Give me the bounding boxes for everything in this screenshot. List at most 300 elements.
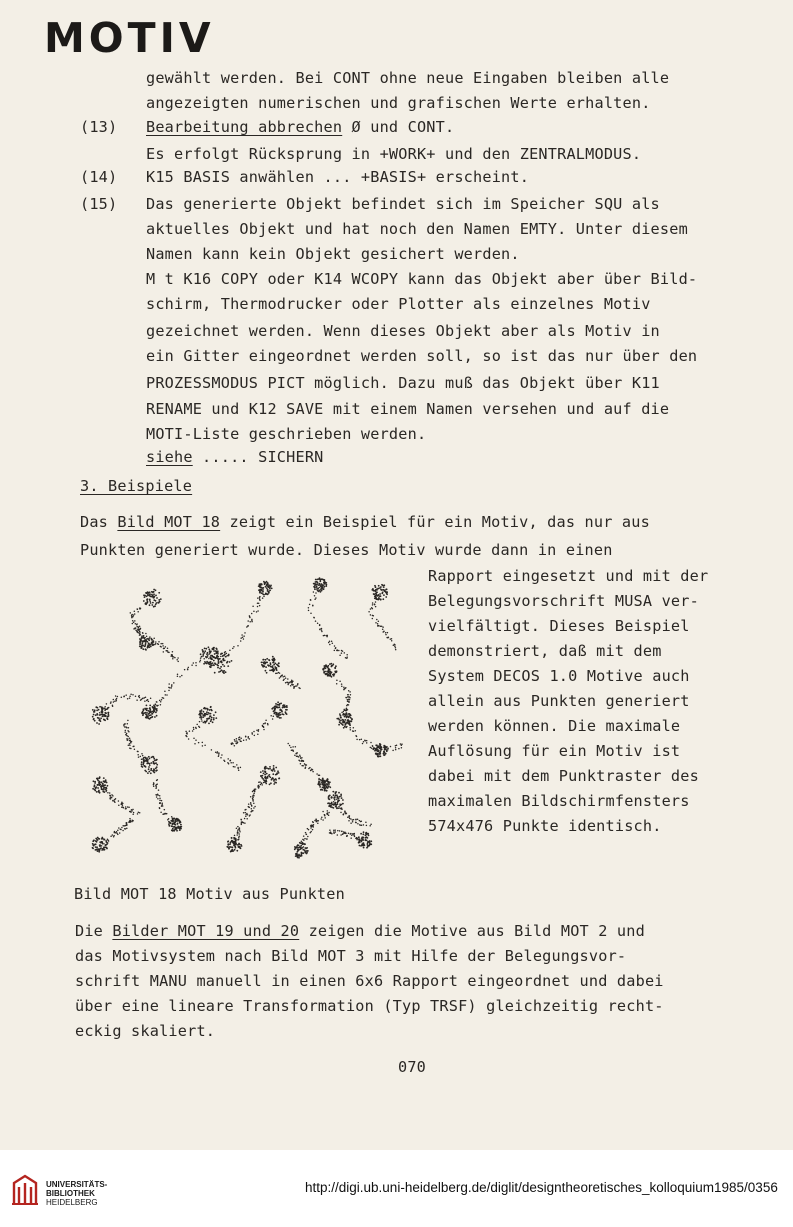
stipple-dot (240, 844, 242, 846)
stipple-dot (163, 648, 165, 650)
stipple-dot (140, 756, 142, 758)
stipple-dot (199, 661, 201, 663)
stipple-dot (265, 670, 267, 672)
text-line: ein Gitter eingeordnet werden soll, so ist das nur über den (146, 347, 698, 365)
stipple-dot (139, 607, 141, 609)
stipple-dot (99, 712, 101, 714)
stipple-dot (149, 643, 151, 645)
stipple-dot (156, 769, 158, 771)
text-fragment: ..... SICHERN (192, 448, 324, 466)
stipple-dot (339, 680, 341, 682)
stipple-dot (107, 716, 109, 718)
stipple-dot (159, 802, 161, 804)
stipple-dot (266, 767, 268, 769)
stipple-dot (310, 827, 312, 829)
stipple-dot (105, 715, 107, 717)
stipple-dot (129, 743, 131, 745)
stipple-dot (362, 833, 364, 835)
stipple-dot (118, 827, 120, 829)
stipple-dot (189, 730, 191, 732)
text-line: Das generierte Objekt befindet sich im Speicher SQU als (146, 195, 660, 213)
stipple-dot (153, 771, 155, 773)
stipple-dot (361, 820, 363, 822)
stipple-dot (139, 634, 141, 636)
text-line: Punkten generiert wurde. Dieses Motiv wurde dann in einen (80, 541, 613, 559)
stipple-dot (218, 753, 220, 755)
stipple-dot (127, 720, 128, 722)
stipple-dot (238, 828, 240, 830)
stipple-dot (152, 761, 154, 763)
stipple-dot (316, 584, 318, 586)
stipple-dot (95, 846, 97, 848)
stipple-dot (285, 677, 287, 679)
stipple-dot (220, 757, 222, 759)
stipple-dot (384, 589, 386, 591)
stipple-dot (387, 632, 389, 634)
stipple-dot (339, 715, 341, 717)
stipple-dot (198, 726, 200, 728)
stipple-dot (199, 717, 201, 719)
stipple-dot (224, 760, 226, 762)
stipple-dot (227, 844, 229, 846)
stipple-dot (322, 789, 324, 791)
stipple-dot (174, 823, 176, 825)
stipple-dot (231, 849, 233, 851)
stipple-dot (267, 777, 269, 779)
stipple-dot (171, 821, 173, 823)
stipple-dot (309, 604, 311, 606)
stipple-dot (333, 831, 335, 833)
stipple-dot (126, 824, 128, 826)
stipple-dot (153, 589, 155, 591)
stipple-dot (307, 836, 309, 838)
stipple-dot (380, 598, 382, 600)
stipple-dot (103, 839, 105, 841)
stipple-dot (272, 718, 274, 720)
stipple-dot (129, 696, 131, 698)
stipple-dot (231, 660, 233, 662)
stipple-dot (345, 697, 347, 699)
stipple-dot (185, 731, 187, 733)
stipple-dot (129, 738, 131, 740)
stipple-dot (286, 709, 288, 711)
stipple-dot (252, 799, 254, 801)
stipple-dot (279, 706, 281, 708)
stipple-dot (311, 825, 313, 827)
stipple-dot (171, 816, 173, 818)
stipple-dot (342, 833, 344, 835)
stipple-dot (177, 657, 179, 659)
stipple-dot (157, 705, 159, 707)
stipple-dot (344, 652, 346, 654)
stipple-dot (347, 699, 349, 701)
stipple-dot (341, 683, 343, 685)
stipple-dot (98, 782, 100, 784)
stipple-dot (173, 682, 175, 684)
text-line: gezeichnet werden. Wenn dieses Objekt aber als Motiv in (146, 322, 660, 340)
stipple-dot (333, 807, 335, 809)
stipple-dot (366, 742, 368, 744)
stipple-dot (135, 695, 137, 697)
stipple-dot (146, 708, 148, 710)
stipple-dot (110, 836, 112, 838)
stipple-dot (116, 698, 118, 700)
stipple-dot (380, 625, 382, 627)
stipple-dot (322, 782, 324, 784)
stipple-dot (337, 796, 339, 798)
stipple-dot (292, 746, 294, 748)
stipple-dot (207, 718, 209, 720)
stipple-dot (341, 804, 343, 806)
stipple-dot (146, 705, 148, 707)
stipple-dot (142, 766, 144, 768)
stipple-dot (143, 762, 145, 764)
stipple-dot (333, 797, 335, 799)
stipple-dot (252, 810, 254, 812)
stipple-dot (252, 795, 254, 797)
stipple-dot (306, 834, 308, 836)
stipple-dot (273, 710, 275, 712)
stipple-dot (155, 641, 157, 643)
stipple-dot (369, 843, 371, 845)
stipple-dot (325, 673, 327, 675)
stipple-dot (110, 701, 112, 703)
stipple-dot (124, 726, 126, 728)
library-name-line: BIBLIOTHEK (46, 1189, 95, 1198)
stipple-dot (372, 602, 374, 604)
stipple-dot (317, 582, 319, 584)
stipple-dot (203, 708, 205, 710)
stipple-dot (132, 814, 134, 816)
stipple-dot (310, 599, 312, 601)
stipple-dot (195, 728, 197, 730)
stipple-dot (159, 799, 161, 801)
stipple-dot (270, 666, 272, 668)
stipple-dot (332, 791, 334, 793)
stipple-dot (370, 614, 372, 616)
stipple-dot (310, 832, 312, 834)
stipple-dot (340, 717, 342, 719)
stipple-dot (212, 721, 214, 723)
stipple-dot (117, 830, 119, 832)
stipple-dot (284, 706, 286, 708)
stipple-dot (178, 819, 180, 821)
stipple-dot (144, 708, 146, 710)
stipple-dot (314, 586, 316, 588)
stipple-dot (328, 798, 330, 800)
stipple-dot (279, 712, 281, 714)
stipple-dot (368, 835, 370, 837)
stipple-dot (265, 659, 267, 661)
stipple-dot (139, 812, 141, 814)
stipple-dot (373, 594, 375, 596)
stipple-dot (365, 837, 367, 839)
stipple-dot (97, 784, 99, 786)
stipple-dot (387, 747, 389, 749)
stipple-dot (329, 803, 331, 805)
stipple-dot (322, 586, 324, 588)
stipple-dot (363, 741, 365, 743)
stipple-dot (138, 626, 140, 628)
stipple-dot (200, 715, 202, 717)
stipple-dot (345, 713, 347, 715)
stipple-dot (250, 803, 252, 805)
stipple-dot (136, 608, 138, 610)
stipple-dot (171, 685, 173, 687)
stipple-dot (153, 641, 155, 643)
stipple-dot (159, 795, 161, 797)
stipple-dot (226, 846, 228, 848)
stipple-dot (339, 655, 341, 657)
stipple-dot (244, 809, 246, 811)
stipple-dot (394, 646, 396, 648)
stipple-dot (141, 699, 143, 701)
stipple-dot (377, 756, 379, 758)
text-line: RENAME und K12 SAVE mit einem Namen versehen und auf die (146, 400, 670, 418)
stipple-dot (221, 669, 223, 671)
stipple-dot (355, 730, 357, 732)
stipple-dot (106, 703, 108, 705)
stipple-dot (177, 675, 179, 677)
stipple-dot (308, 768, 310, 770)
underlined-term: Bearbeitung abbrechen (146, 118, 343, 136)
stipple-dot (302, 843, 304, 845)
stipple-dot (142, 755, 144, 757)
stipple-dot (294, 755, 296, 757)
stipple-dot (213, 717, 215, 719)
stipple-dot (116, 700, 118, 702)
stipple-dot (274, 708, 276, 710)
stipple-dot (348, 720, 350, 722)
stipple-dot (348, 701, 350, 703)
stipple-dot (283, 714, 285, 716)
stipple-dot (262, 593, 264, 595)
stipple-dot (249, 616, 251, 618)
stipple-dot (144, 700, 146, 702)
stipple-dot (334, 799, 336, 801)
stipple-dot (171, 825, 173, 827)
text-line (80, 513, 650, 531)
stipple-dot (346, 717, 348, 719)
stipple-dot (173, 656, 175, 658)
stipple-dot (321, 631, 323, 633)
stipple-dot (125, 694, 127, 696)
stipple-dot (385, 634, 387, 636)
stipple-dot (107, 718, 109, 720)
stipple-dot (355, 735, 357, 737)
stipple-dot (391, 640, 393, 642)
stipple-dot (371, 747, 373, 749)
stipple-dot (130, 739, 132, 741)
stipple-dot (98, 790, 100, 792)
stipple-dot (280, 676, 282, 678)
text-line (146, 118, 454, 136)
stipple-dot (103, 785, 105, 787)
stipple-dot (340, 834, 342, 836)
stipple-dot (320, 591, 322, 593)
stipple-dot (257, 597, 259, 599)
stipple-dot (280, 714, 282, 716)
stipple-dot (139, 633, 141, 635)
stipple-dot (218, 671, 220, 673)
stipple-dot (107, 839, 109, 841)
stipple-dot (376, 745, 378, 747)
stipple-dot (317, 590, 319, 592)
stipple-dot (130, 612, 132, 614)
stipple-dot (141, 759, 143, 761)
stipple-dot (158, 599, 160, 601)
stipple-dot (267, 585, 269, 587)
stipple-dot (378, 588, 380, 590)
stipple-dot (153, 763, 155, 765)
stipple-dot (144, 645, 146, 647)
stipple-dot (103, 843, 105, 845)
stipple-dot (303, 835, 305, 837)
stipple-dot (324, 781, 326, 783)
source-url-link[interactable]: http://digi.ub.uni-heidelberg.de/diglit/designtheoretisches_kolloquium1985/0356 (305, 1180, 778, 1195)
section-heading: 3. Beispiele (80, 477, 193, 495)
stipple-dot (233, 766, 235, 768)
stipple-dot (299, 756, 301, 758)
stipple-dot (372, 615, 374, 617)
stipple-dot (137, 628, 139, 630)
stipple-dot (254, 789, 256, 791)
stipple-dot (316, 585, 318, 587)
stipple-dot (299, 847, 301, 849)
stipple-dot (188, 738, 190, 740)
stipple-dot (376, 598, 378, 600)
stipple-dot (376, 750, 378, 752)
stipple-dot (214, 672, 216, 674)
stipple-dot (240, 819, 242, 821)
stipple-dot (385, 596, 387, 598)
stipple-dot (162, 805, 164, 807)
stipple-dot (210, 713, 212, 715)
stipple-dot (343, 713, 345, 715)
stipple-dot (205, 648, 207, 650)
stipple-dot (210, 665, 212, 667)
stipple-dot (347, 701, 349, 703)
stipple-dot (97, 850, 99, 852)
stipple-dot (251, 805, 253, 807)
stipple-dot (112, 834, 114, 836)
stipple-dot (114, 800, 116, 802)
stipple-dot (237, 645, 239, 647)
text-line: M t K16 COPY oder K14 WCOPY kann das Objekt aber über Bild- (146, 270, 698, 288)
stipple-dot (105, 846, 107, 848)
stipple-dot (92, 716, 94, 718)
stipple-dot (156, 701, 158, 703)
stipple-dot (96, 713, 98, 715)
stipple-dot (257, 786, 259, 788)
stipple-dot (308, 610, 310, 612)
stipple-dot (370, 840, 372, 842)
stipple-dot (314, 588, 316, 590)
stipple-dot (302, 765, 304, 767)
stipple-dot (230, 841, 232, 843)
stipple-dot (346, 812, 348, 814)
stipple-dot (205, 721, 207, 723)
stipple-dot (109, 795, 111, 797)
stipple-dot (347, 696, 349, 698)
stipple-dot (236, 834, 238, 836)
stipple-dot (174, 826, 176, 828)
stipple-dot (263, 723, 265, 725)
stipple-dot (244, 818, 246, 820)
stipple-dot (314, 595, 316, 597)
stipple-dot (386, 750, 388, 752)
stipple-dot (336, 808, 338, 810)
stipple-dot (99, 792, 101, 794)
stipple-dot (202, 651, 204, 653)
text-line: vielfältigt. Dieses Beispiel (428, 617, 690, 635)
stipple-dot (131, 809, 133, 811)
stipple-dot (292, 680, 294, 682)
stipple-dot (262, 597, 264, 599)
stipple-dot (290, 685, 292, 687)
stipple-dot (114, 701, 116, 703)
stipple-dot (261, 589, 263, 591)
stipple-dot (155, 703, 157, 705)
stipple-dot (167, 650, 169, 652)
stipple-dot (341, 652, 343, 654)
stipple-dot (278, 662, 280, 664)
stipple-dot (350, 729, 352, 731)
text-line: System DECOS 1.0 Motive auch (428, 667, 690, 685)
stipple-dot (313, 591, 315, 593)
stipple-dot (155, 759, 157, 761)
stipple-dot (282, 674, 284, 676)
stipple-dot (167, 648, 169, 650)
stipple-dot (273, 713, 275, 715)
stipple-dot (336, 799, 338, 801)
text-line (75, 922, 645, 940)
stipple-dot (392, 750, 394, 752)
stipple-dot (101, 781, 103, 783)
stipple-dot (232, 847, 234, 849)
stipple-dot (200, 659, 202, 661)
stipple-dot (361, 739, 363, 741)
stipple-dot (146, 712, 148, 714)
stipple-dot (222, 664, 224, 666)
stipple-dot (155, 595, 157, 597)
stipple-dot (385, 753, 387, 755)
stipple-dot (355, 822, 357, 824)
stipple-dot (279, 677, 281, 679)
stipple-dot (142, 648, 144, 650)
stipple-dot (161, 804, 163, 806)
stipple-dot (229, 843, 231, 845)
stipple-dot (103, 777, 105, 779)
stipple-dot (221, 661, 223, 663)
stipple-dot (96, 722, 98, 724)
stipple-dot (347, 722, 349, 724)
stipple-dot (278, 665, 280, 667)
stipple-dot (345, 833, 347, 835)
stipple-dot (383, 584, 385, 586)
stipple-dot (208, 712, 210, 714)
stipple-dot (327, 666, 329, 668)
stipple-dot (148, 646, 150, 648)
stipple-dot (146, 602, 148, 604)
stipple-dot (265, 593, 267, 595)
stipple-dot (105, 789, 107, 791)
stipple-dot (93, 780, 95, 782)
stipple-dot (325, 787, 327, 789)
stipple-dot (104, 787, 106, 789)
stipple-dot (321, 578, 323, 580)
stipple-dot (146, 710, 148, 712)
